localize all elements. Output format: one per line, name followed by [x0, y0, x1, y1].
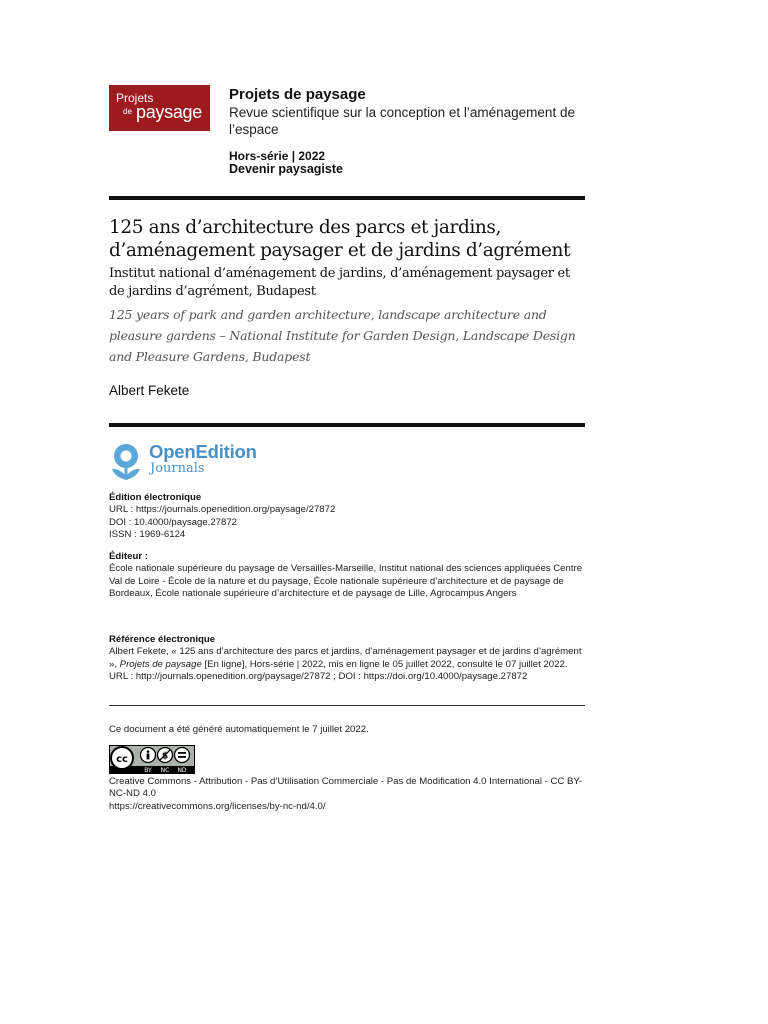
middle-divider: [109, 423, 585, 427]
reference-journal-italic: Projets de paysage: [119, 658, 202, 670]
cc-badge-nc: NC: [160, 767, 170, 774]
article-english-title: 125 years of park and garden architecture, landscape architecture and pleasure gardens – National Institute for Garden Design, Landscape Design and Pleasure Gardens, Budapest: [109, 307, 576, 364]
edition-heading: Édition électronique: [109, 492, 202, 503]
edition-issn: ISSN : 1969-6124: [109, 528, 186, 540]
journal-title: Projets de paysage: [229, 86, 366, 103]
publisher-heading: Éditeur :: [109, 551, 148, 562]
journal-subtitle: Revue scientifique sur la conception et l’aménagement de l’espace: [229, 105, 575, 137]
generation-notice: Ce document a été généré automatiquement le 7 juillet 2022.: [109, 724, 369, 735]
logo-line-1: Projets: [116, 91, 154, 105]
bottom-divider: [109, 705, 585, 706]
cc-badge-by: BY: [144, 767, 152, 774]
openedition-wordmark: OpenEdition: [149, 441, 257, 462]
article-subtitle: Institut national d’aménagement de jardins, d’aménagement paysager et de jardins d’agrément, Budapest: [109, 266, 570, 299]
cc-badge-nd: ND: [177, 767, 187, 774]
article-title: 125 ans d’architecture des parcs et jardins, d’aménagement paysager et de jardins d’agrément: [109, 217, 571, 261]
journal-logo: [109, 85, 210, 131]
reference-text-end: [En ligne], Hors-série | 2022, mis en ligne le 05 juillet 2022, consulté le 07 juillet 2022. URL : http://journals.openedition.org/paysage/27872 ; DOI : https://doi.org/10.4000/paysage.27872: [109, 658, 568, 682]
electronic-edition-block: [109, 492, 585, 541]
license-block: [109, 776, 585, 813]
edition-url[interactable]: URL : https://journals.openedition.org/paysage/27872: [109, 504, 336, 516]
reference-text-start: Albert Fekete, « 125 ans d’architecture des parcs et jardins, d’aménagement paysager et de jardins d’agrément »,: [109, 646, 582, 670]
issue-label: Hors-série | 2022: [229, 149, 326, 163]
article-author: Albert Fekete: [109, 383, 190, 398]
issue-theme: Devenir paysagiste: [229, 162, 343, 176]
svg-text:$: $: [161, 751, 169, 762]
reference-heading: Référence électronique: [109, 634, 216, 645]
license-text: Creative Commons - Attribution - Pas d’Utilisation Commerciale - Pas de Modification 4.0 International - CC BY-NC-ND 4.0: [109, 776, 583, 800]
publisher-text: École nationale supérieure du paysage de Versailles-Marseille, Institut national des sciences appliquées Centre Val de Loire - École de la nature et du paysage, École nationale supérieure d’architecture et de paysage de Bordeaux, École nationale supérieure d’architecture et de paysage de Lille, Agrocampus Angers: [109, 563, 583, 599]
logo-line-2: de: [123, 107, 132, 116]
edition-doi[interactable]: DOI : 10.4000/paysage.27872: [109, 516, 238, 528]
reference-text: [109, 646, 585, 683]
cc-by-nc-nd-badge-icon[interactable]: [109, 745, 195, 774]
top-divider: [109, 196, 585, 200]
openedition-journals-label: Journals: [150, 461, 205, 476]
electronic-reference-block: [109, 634, 585, 683]
license-url[interactable]: https://creativecommons.org/licenses/by-nc-nd/4.0/: [109, 800, 326, 812]
logo-line-3: paysage: [136, 102, 202, 122]
cc-badge-text: cc: [116, 754, 128, 765]
openedition-flower-icon: [109, 443, 143, 481]
publisher-block: [109, 551, 585, 600]
